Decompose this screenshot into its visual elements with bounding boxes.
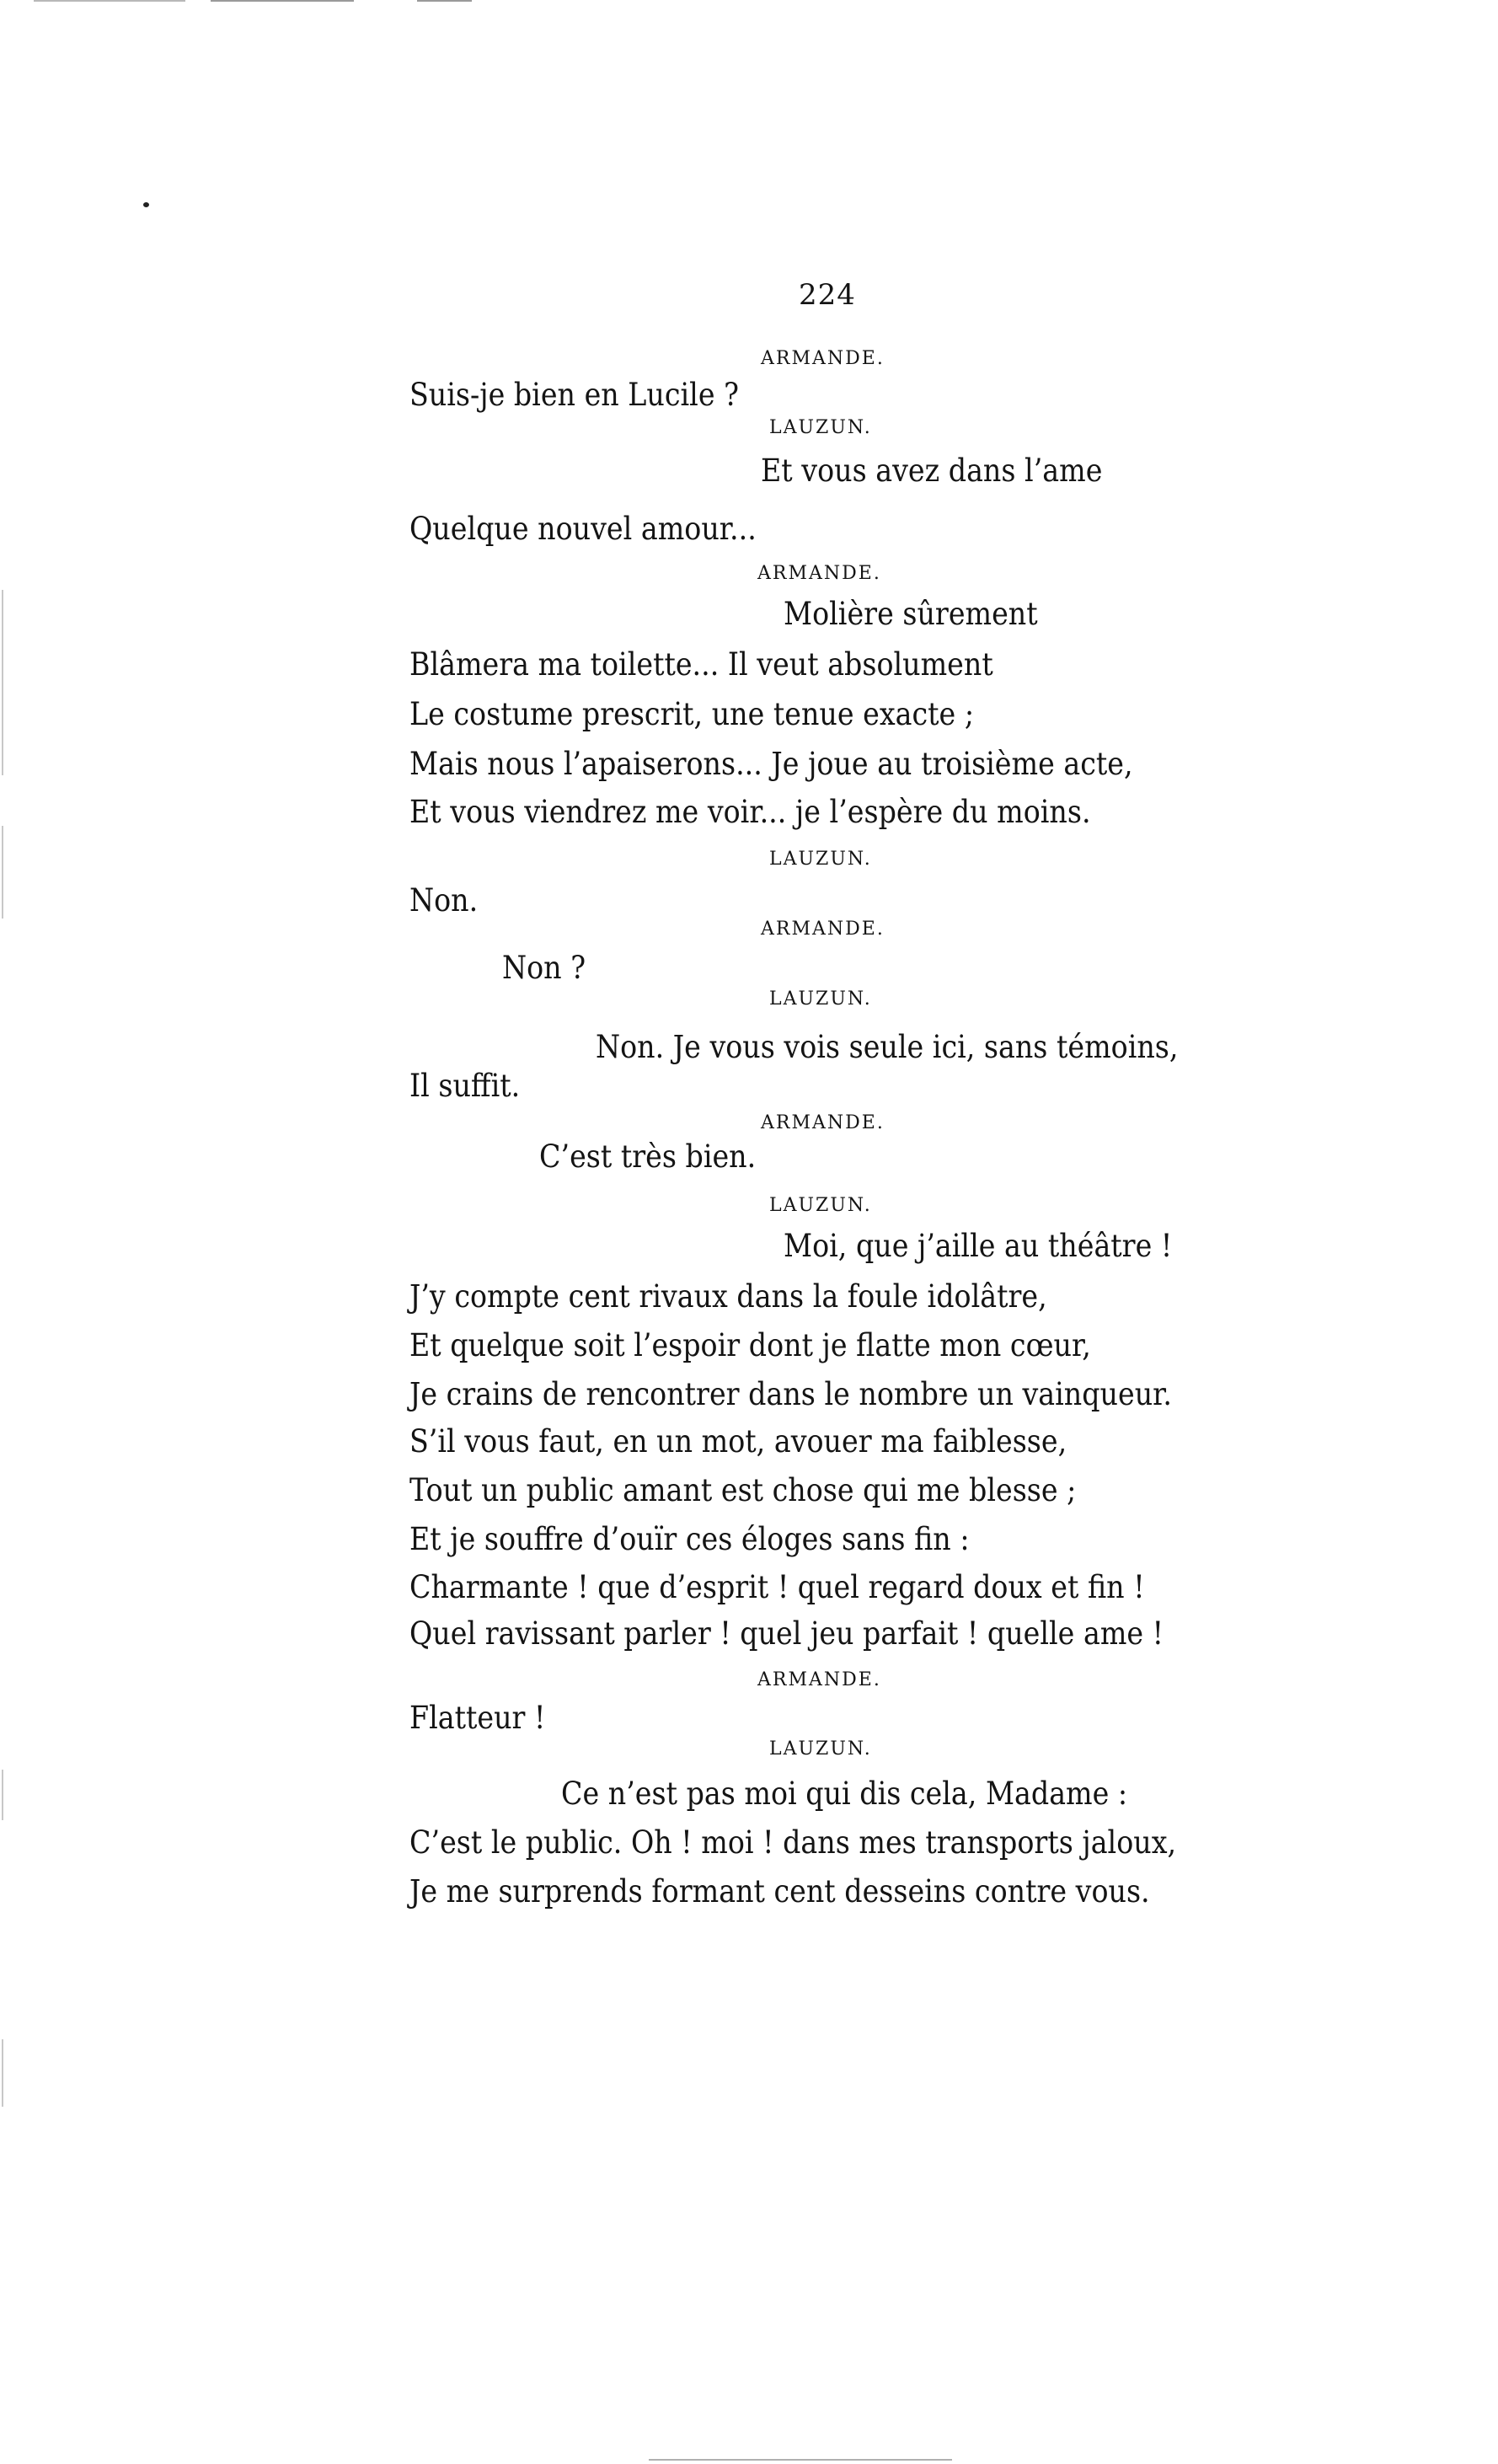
speaker-name: ARMANDE. [757, 1669, 881, 1690]
margin-mark [2, 2039, 3, 2107]
ink-dot [143, 202, 149, 207]
verse-line: Je me surprends formant cent desseins contre vous. [409, 1873, 1150, 1910]
speaker-name: LAUZUN. [769, 988, 872, 1010]
speaker-name: LAUZUN. [769, 1195, 872, 1216]
page-number: 224 [799, 278, 856, 312]
verse-line: Ce n’est pas moi qui dis cela, Madame : [561, 1776, 1128, 1812]
verse-line: Blâmera ma toilette... Il veut absolument [409, 646, 993, 683]
margin-mark [2, 826, 3, 919]
verse-line: J’y compte cent rivaux dans la foule idolâtre, [409, 1278, 1047, 1315]
verse-line: Charmante ! que d’esprit ! quel regard doux et fin ! [409, 1569, 1145, 1605]
verse-line: Et quelque soit l’espoir dont je flatte mon cœur, [409, 1327, 1091, 1363]
verse-line: Et vous viendrez me voir... je l’espère du moins. [409, 794, 1091, 830]
verse-line: Tout un public amant est chose qui me blesse ; [409, 1472, 1077, 1508]
verse-line: Quel ravissant parler ! quel jeu parfait ! quelle ame ! [409, 1615, 1164, 1652]
verse-line: C’est le public. Oh ! moi ! dans mes transports jaloux, [409, 1824, 1177, 1861]
verse-line: Non. [409, 882, 479, 919]
verse-line: Et je souffre d’ouïr ces éloges sans fin : [409, 1521, 970, 1557]
verse-line: Suis-je bien en Lucile ? [409, 377, 739, 413]
verse-line: Je crains de rencontrer dans le nombre un vainqueur. [409, 1376, 1173, 1412]
margin-mark [2, 590, 3, 775]
verse-line: Molière sûrement [784, 596, 1038, 632]
speaker-name: ARMANDE. [761, 1112, 885, 1133]
speaker-name: ARMANDE. [761, 919, 885, 940]
speaker-name: LAUZUN. [769, 1738, 872, 1760]
verse-line: Moi, que j’aille au théâtre ! [784, 1228, 1173, 1264]
verse-line: Non ? [502, 950, 586, 986]
verse-line: S’il vous faut, en un mot, avouer ma faiblesse, [409, 1423, 1067, 1460]
verse-line: Il suffit. [409, 1068, 521, 1104]
speaker-name: ARMANDE. [761, 348, 885, 369]
speaker-name: LAUZUN. [769, 417, 872, 438]
speaker-name: ARMANDE. [757, 563, 881, 584]
verse-line: Non. Je vous vois seule ici, sans témoins, [596, 1029, 1179, 1065]
scan-edge-top-right [417, 0, 472, 2]
verse-line: Mais nous l’apaiserons... Je joue au troisième acte, [409, 746, 1133, 782]
verse-line: Flatteur ! [409, 1700, 546, 1736]
verse-line: C’est très bien. [539, 1138, 757, 1175]
scan-edge-bottom [649, 2459, 952, 2461]
verse-line: Le costume prescrit, une tenue exacte ; [409, 696, 975, 732]
scan-edge-top-left [34, 0, 185, 2]
margin-mark [2, 1770, 3, 1820]
scan-edge-top-mid [211, 0, 354, 2]
verse-line: Quelque nouvel amour... [409, 511, 757, 547]
speaker-name: LAUZUN. [769, 849, 872, 870]
verse-line: Et vous avez dans l’ame [761, 453, 1103, 489]
